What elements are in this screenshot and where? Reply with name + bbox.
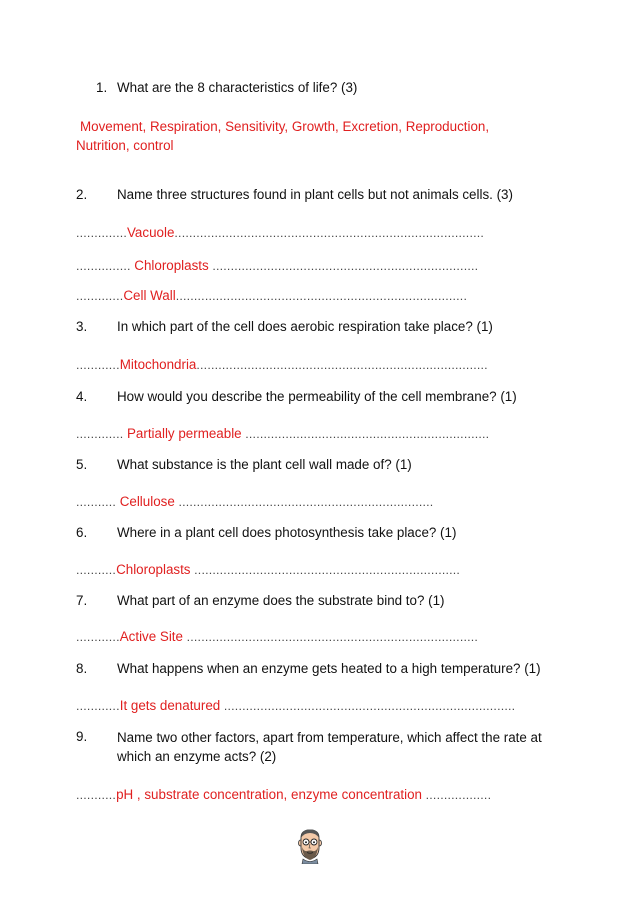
q6-answer: [76, 561, 460, 579]
q3-number: 3.: [76, 319, 88, 334]
q9-number: 9.: [76, 729, 88, 744]
answer-text: Vacuole: [127, 225, 175, 240]
answer-text: pH , substrate concentration, enzyme concentration: [116, 787, 422, 802]
dots: .........................................................................: [208, 259, 479, 273]
avatar: [296, 828, 324, 864]
dots: ...........: [76, 563, 117, 577]
q2-question: Name three structures found in plant cells but not animals cells. (3): [117, 187, 513, 202]
q5-answer: [76, 493, 433, 511]
q2-number: 2.: [76, 187, 88, 202]
dots: ......................................................................: [174, 495, 434, 509]
q6-question: Where in a plant cell does photosynthesis take place? (1): [117, 525, 457, 540]
q2-answer-2: [76, 257, 478, 275]
q9-answer: [76, 786, 491, 804]
q1-question: What are the 8 characteristics of life? (3): [117, 80, 358, 95]
q8-number: 8.: [76, 661, 88, 676]
q7-question: What part of an enzyme does the substrate bind to? (1): [117, 593, 445, 608]
answer-text: It gets denatured: [119, 698, 221, 713]
q1-answer-line2: Nutrition, control: [76, 138, 174, 153]
dots: ...........: [76, 788, 117, 802]
q7-number: 7.: [76, 593, 88, 608]
q5-number: 5.: [76, 457, 88, 472]
answer-text: Partially permeable: [127, 426, 242, 441]
dots: .........................................................................: [190, 563, 461, 577]
q5-question: What substance is the plant cell wall made of? (1): [117, 457, 412, 472]
q8-question: What happens when an enzyme gets heated to a high temperature? (1): [117, 661, 541, 676]
q3-answer: [76, 356, 488, 374]
dots: ............: [76, 699, 120, 713]
dots: ...........: [76, 495, 120, 509]
dots: ...............: [76, 259, 135, 273]
dots: ................................................................................: [196, 358, 488, 372]
answer-text: Active Site: [119, 629, 183, 644]
q6-number: 6.: [76, 525, 88, 540]
dots: .............: [76, 427, 127, 441]
q4-answer: [76, 425, 489, 443]
dots: ...................................................................: [241, 427, 490, 441]
answer-text: Cell Wall: [123, 288, 176, 303]
dots: ..................: [422, 788, 492, 802]
answer-text: Mitochondria: [119, 357, 197, 372]
dots: ..............: [76, 226, 127, 240]
answer-text: Chloroplasts: [116, 562, 191, 577]
q1-answer-line1: Movement, Respiration, Sensitivity, Growth, Excretion, Reproduction,: [80, 119, 490, 134]
q4-number: 4.: [76, 389, 88, 404]
q1-number: 1.: [96, 80, 108, 95]
q2-answer-3: [76, 287, 467, 305]
dots: .....................................................................................: [174, 226, 485, 240]
dots: ............: [76, 358, 120, 372]
q4-question: How would you describe the permeability of the cell membrane? (1): [117, 389, 517, 404]
dots: ................................................................................: [220, 699, 516, 713]
answer-text: Chloroplasts: [134, 258, 209, 273]
q3-question: In which part of the cell does aerobic respiration take place? (1): [117, 319, 493, 334]
dots: ................................................................................: [182, 630, 479, 644]
dots: ................................................................................: [175, 289, 468, 303]
answer-text: Cellulose: [119, 494, 175, 509]
q9-question: Name two other factors, apart from temperature, which affect the rate at which an enzyme acts? (2): [117, 730, 542, 764]
dots: ............: [76, 630, 120, 644]
q2-answer-1: [76, 224, 484, 242]
q8-answer: [76, 697, 515, 715]
q7-answer: [76, 628, 478, 646]
dots: .............: [76, 289, 124, 303]
